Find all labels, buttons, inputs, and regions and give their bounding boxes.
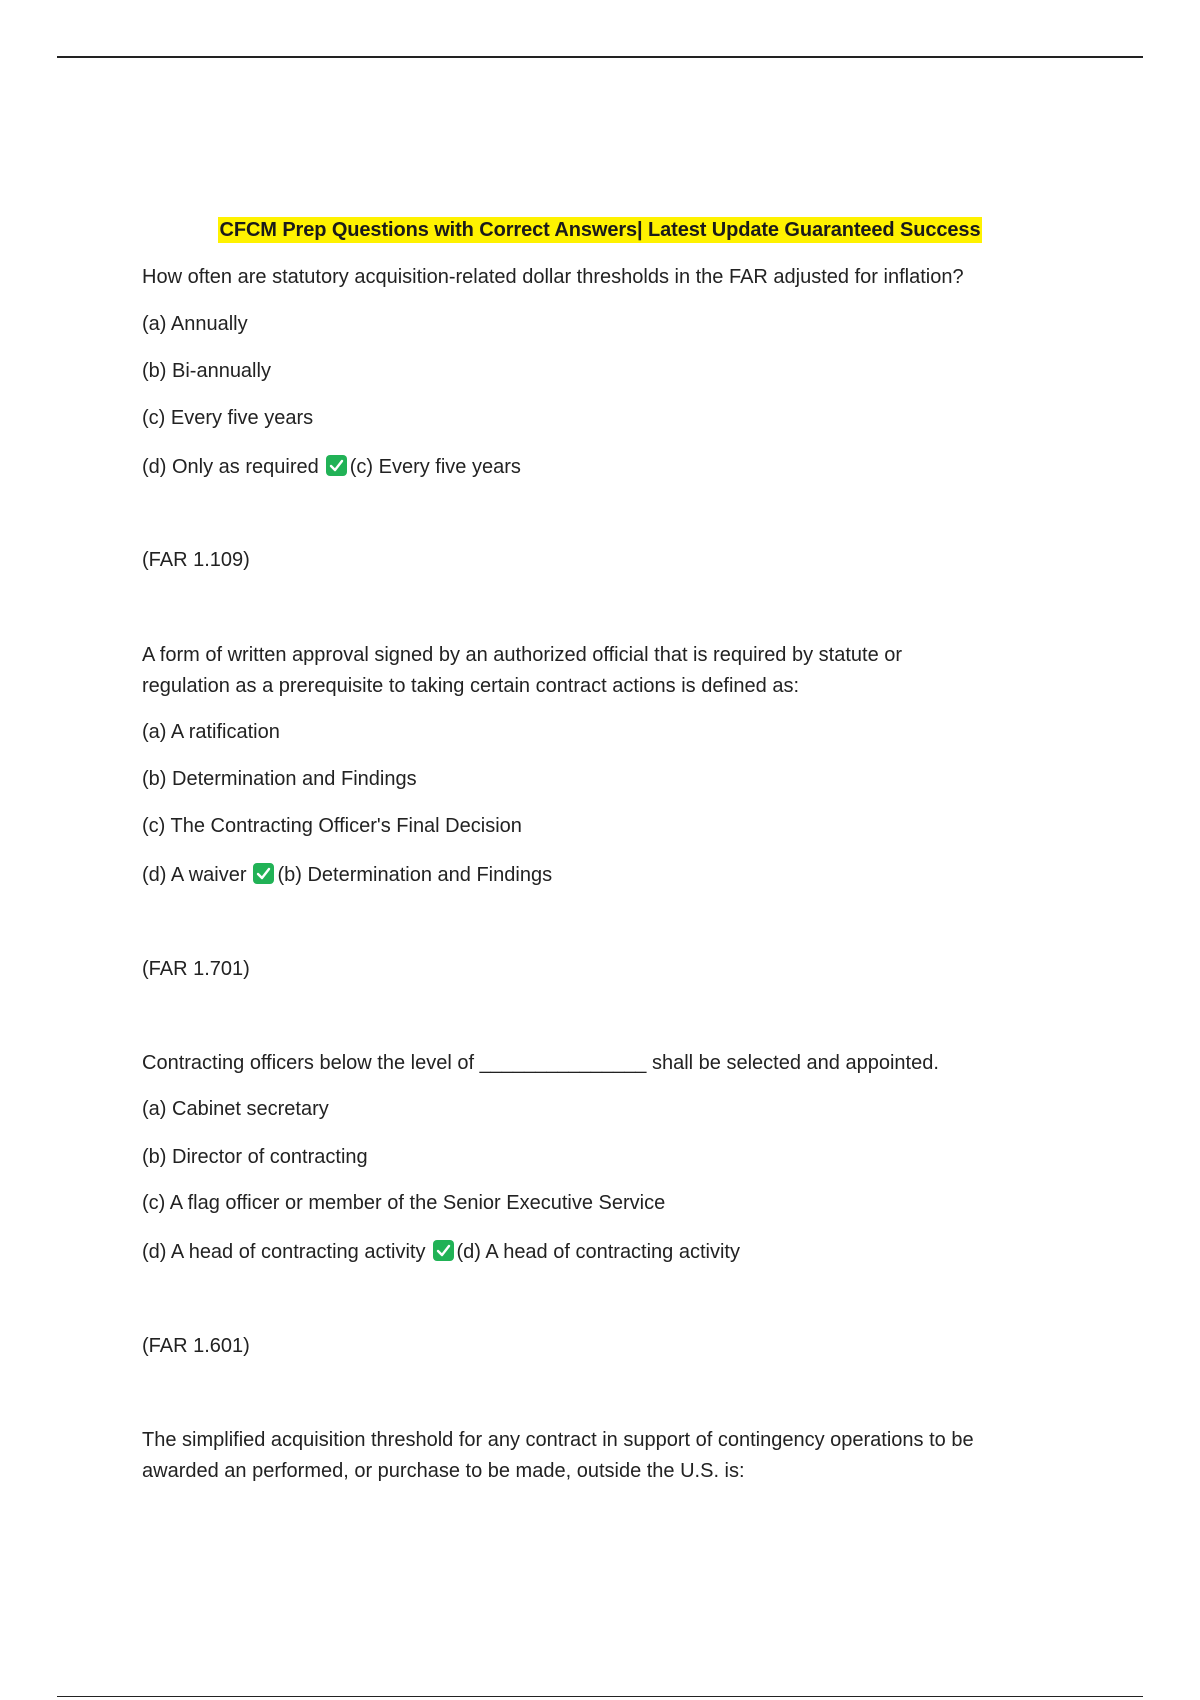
question-1-option-c: (c) Every five years	[142, 407, 314, 429]
question-2-option-d-row	[142, 860, 552, 891]
question-3-option-c: (c) A flag officer or member of the Senior Executive Service	[142, 1192, 666, 1214]
check-icon	[433, 1240, 454, 1261]
question-1-option-b: (b) Bi-annually	[142, 360, 271, 382]
question-2-reference: (FAR 1.701)	[142, 958, 250, 980]
check-icon	[253, 863, 274, 884]
question-1-option-d: (d) Only as required	[142, 456, 319, 478]
question-2-prompt-line-2: regulation as a prerequisite to taking certain contract actions is defined as:	[142, 675, 800, 697]
question-1-reference: (FAR 1.109)	[142, 549, 250, 571]
question-2-option-d: (d) A waiver	[142, 864, 247, 886]
question-2-option-c: (c) The Contracting Officer's Final Decision	[142, 815, 522, 837]
check-icon	[326, 455, 347, 476]
question-4-prompt-line-2: awarded an performed, or purchase to be made, outside the U.S. is:	[142, 1460, 745, 1482]
question-2-option-a: (a) A ratification	[142, 721, 280, 743]
question-2-answer: (b) Determination and Findings	[277, 864, 553, 886]
question-3-reference: (FAR 1.601)	[142, 1335, 250, 1357]
question-3-prompt: Contracting officers below the level of _______________ shall be selected and appointed.	[142, 1052, 939, 1074]
question-3-option-b: (b) Director of contracting	[142, 1146, 368, 1168]
question-2-option-b: (b) Determination and Findings	[142, 768, 417, 790]
document-title: CFCM Prep Questions with Correct Answers| Latest Update Guaranteed Success	[219, 219, 981, 241]
question-3-option-a: (a) Cabinet secretary	[142, 1098, 329, 1120]
question-1-answer: (c) Every five years	[349, 456, 521, 478]
bottom-rule	[57, 1696, 1143, 1697]
question-1-prompt: How often are statutory acquisition-related dollar thresholds in the FAR adjusted for inflation?	[142, 266, 964, 288]
question-3-option-d: (d) A head of contracting activity	[142, 1241, 426, 1263]
title-block	[0, 217, 1200, 243]
question-3-answer: (d) A head of contracting activity	[456, 1241, 740, 1263]
question-3-option-d-row	[142, 1237, 740, 1268]
question-2-prompt-line-1: A form of written approval signed by an authorized official that is required by statute or	[142, 644, 903, 666]
question-1-option-d-row	[142, 452, 521, 483]
question-4-prompt-line-1: The simplified acquisition threshold for any contract in support of contingency operations to be	[142, 1429, 974, 1451]
question-1-option-a: (a) Annually	[142, 313, 248, 335]
top-rule	[57, 56, 1143, 58]
